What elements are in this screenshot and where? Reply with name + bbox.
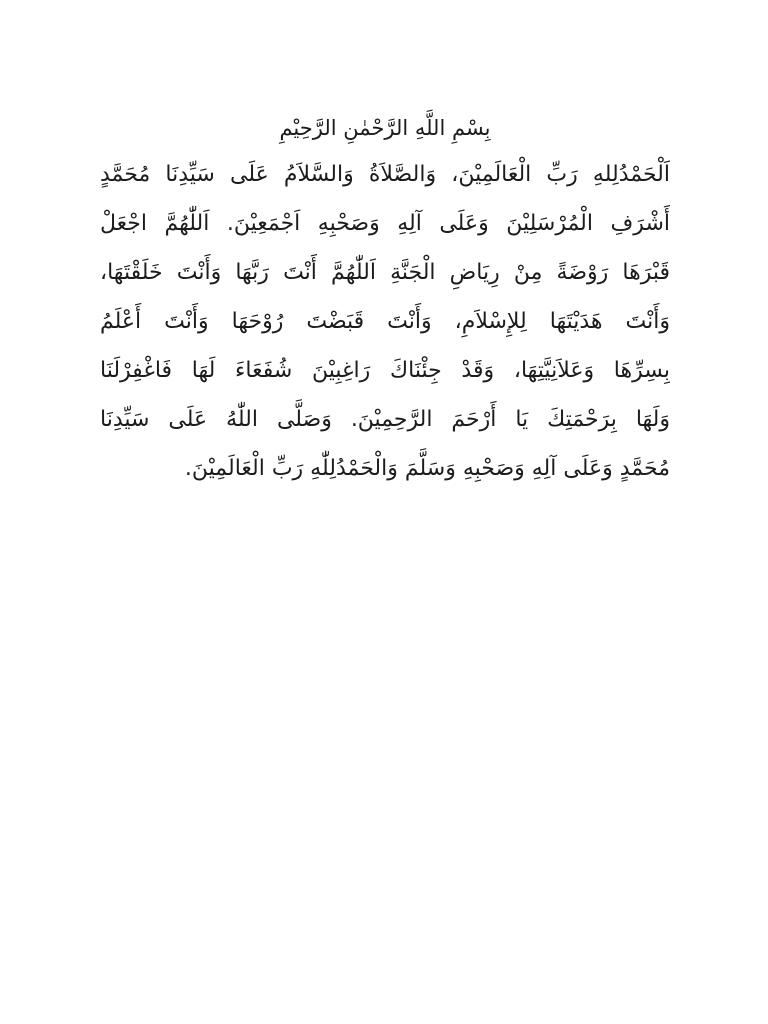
text-line-5: بِسِرِّهَا وَعَلاَنِيَّتِهَا، وَقَدْ جِئْنَاكَ رَاغِبِيْنَ شُفَعَاءَ لَهَا فَاغْفِرْلَنَا <box>100 358 670 383</box>
basmala-heading: بِسْمِ اللَّهِ الرَّحْمٰنِ الرَّحِيْمِ <box>279 116 491 140</box>
prayer-text-block <box>100 108 670 495</box>
text-line-6: وَلَهَا بِرَحْمَتِكَ يَا أَرْحَمَ الرَّحِمِيْنَ. وَصَلَّى اللّٰهُ عَلَى سَيِّدِنَا <box>100 407 670 432</box>
text-line-7: مُحَمَّدٍ وَعَلَى آلِهِ وَصَحْبِهِ وَسَلَّمَ وَالْحَمْدُلِلّٰهِ رَبِّ الْعَالَمِيْنَ. <box>184 456 670 481</box>
text-line-2: أَشْرَفِ الْمُرْسَلِيْنَ وَعَلَى آلِهِ وَصَحْبِهِ اَجْمَعِيْنَ. اَللّٰهُمَّ اجْعَلْ <box>100 211 670 236</box>
text-line-3: قَبْرَهَا رَوْضَةً مِنْ رِيَاضِ الْجَنَّةِ اَللّٰهُمَّ أَنْتَ رَبَّهَا وَأَنْتَ خَلَقْتَهَا، <box>100 260 670 285</box>
text-line-1: اَلْحَمْدُلِلهِ رَبِّ الْعَالَمِيْنَ، وَالصَّلاَةُ وَالسَّلاَمُ عَلَى سَيِّدِنَا مُحَمَّدٍ <box>100 162 670 187</box>
text-line-4: وَأَنْتَ هَدَيْتَهَا لِلإِسْلاَمِ، وَأَنْتَ قَبَضْتَ رُوْحَهَا وَأَنْتَ أَعْلَمُ <box>100 309 670 334</box>
